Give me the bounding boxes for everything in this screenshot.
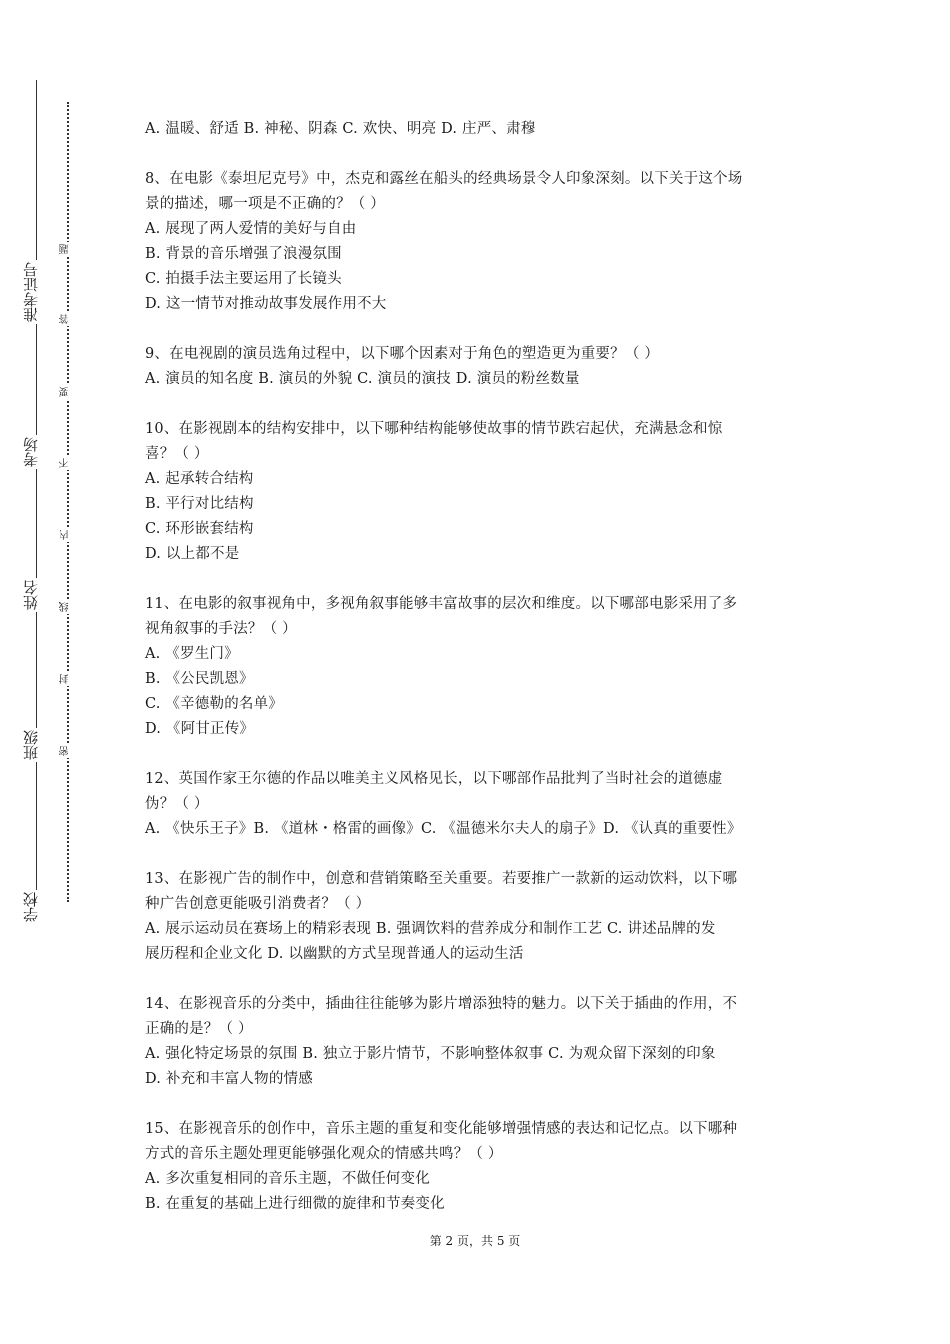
paragraph-gap — [145, 142, 815, 167]
seal-char-xian: 线 — [60, 600, 76, 614]
text-line: 景的描述，哪一项是不正确的？（ ） — [145, 196, 386, 212]
text-line: 视角叙事的手法？（ ） — [145, 621, 297, 637]
text-line: 正确的是？（ ） — [145, 1021, 253, 1037]
paragraph-gap — [145, 967, 815, 992]
school-label: 学校 — [22, 890, 50, 924]
text-line: D. 以上都不是 — [145, 546, 240, 562]
text-line: B. 在重复的基础上进行细微的旋律和节奏变化 — [145, 1196, 445, 1212]
text-line: 15、在影视音乐的创作中，音乐主题的重复和变化能够增强情感的表达和记忆点。以下哪种 — [145, 1121, 738, 1137]
paragraph-gap — [145, 842, 815, 867]
text-line: B. 平行对比结构 — [145, 496, 254, 512]
text-line: A. 多次重复相同的音乐主题，不做任何变化 — [145, 1171, 430, 1187]
text-line: D. 《阿甘正传》 — [145, 721, 255, 737]
text-line: 8、在电影《泰坦尼克号》中，杰克和露丝在船头的经典场景令人印象深刻。以下关于这个场 — [145, 171, 743, 187]
text-line: D. 补充和丰富人物的情感 — [145, 1071, 313, 1087]
text-line: 展历程和企业文化 D. 以幽默的方式呈现普通人的运动生活 — [145, 946, 524, 962]
text-line: A. 展现了两人爱情的美好与自由 — [145, 221, 357, 237]
seal-char-feng: 封 — [60, 672, 76, 686]
text-line: A. 《快乐王子》B. 《道林・格雷的画像》C. 《温德米尔夫人的扇子》D. 《认真的重要性》 — [145, 821, 742, 837]
name-label: 姓名 — [22, 578, 50, 612]
page-footer: 第 2 页，共 5 页 — [429, 1234, 521, 1248]
exam-room-label: 考场 — [22, 435, 50, 469]
text-line: 方式的音乐主题处理更能够强化观众的情感共鸣？（ ） — [145, 1146, 503, 1162]
paragraph-gap — [145, 392, 815, 417]
text-line: A. 《罗生门》 — [145, 646, 239, 662]
text-line: C. 拍摄手法主要运用了长镜头 — [145, 271, 342, 287]
exam-number-label: 准考证号 — [22, 260, 50, 324]
paragraph-gap — [145, 567, 815, 592]
seal-char-da: 答 — [60, 312, 76, 326]
question-content — [145, 117, 815, 1217]
text-line: 伪？（ ） — [145, 796, 209, 812]
text-line: 12、英国作家王尔德的作品以唯美主义风格见长，以下哪部作品批判了当时社会的道德虚 — [145, 771, 723, 787]
binding-margin — [18, 80, 78, 930]
seal-char-yao: 要 — [60, 385, 76, 399]
class-label: 班级 — [22, 728, 50, 762]
text-line: 种广告创意更能吸引消费者？（ ） — [145, 896, 371, 912]
text-line: B. 《公民凯恩》 — [145, 671, 254, 687]
text-line: D. 这一情节对推动故事发展作用不大 — [145, 296, 387, 312]
text-line: 11、在电影的叙事视角中，多视角叙事能够丰富故事的层次和维度。以下哪部电影采用了多 — [145, 596, 738, 612]
text-line: A. 温暖、舒适 B. 神秘、阴森 C. 欢快、明亮 D. 庄严、肃穆 — [145, 121, 536, 137]
seal-char-bu: 不 — [60, 456, 76, 470]
paragraph-gap — [145, 317, 815, 342]
text-line: C. 《辛德勒的名单》 — [145, 696, 283, 712]
text-line: 喜？（ ） — [145, 446, 209, 462]
seal-char-mi: 密 — [60, 744, 76, 758]
text-line: B. 背景的音乐增强了浪漫氛围 — [145, 246, 342, 262]
text-line: A. 演员的知名度 B. 演员的外貌 C. 演员的演技 D. 演员的粉丝数量 — [145, 371, 580, 387]
text-line: 10、在影视剧本的结构安排中，以下哪种结构能够使故事的情节跌宕起伏，充满悬念和惊 — [145, 421, 723, 437]
text-line: A. 起承转合结构 — [145, 471, 254, 487]
text-line: A. 强化特定场景的氛围 B. 独立于影片情节，不影响整体叙事 C. 为观众留下深刻的印象 — [145, 1046, 716, 1062]
seal-char-ti: 题 — [60, 242, 76, 256]
text-line: 14、在影视音乐的分类中，插曲往往能够为影片增添独特的魅力。以下关于插曲的作用，不 — [145, 996, 738, 1012]
seal-dotted-line — [67, 102, 69, 902]
text-line: A. 展示运动员在赛场上的精彩表现 B. 强调饮料的营养成分和制作工艺 C. 讲述品牌的发 — [145, 921, 716, 937]
binding-rule — [36, 80, 37, 905]
text-line: 9、在电视剧的演员选角过程中，以下哪个因素对于角色的塑造更为重要？（ ） — [145, 346, 660, 362]
paragraph-gap — [145, 1092, 815, 1117]
seal-char-nei: 内 — [60, 528, 76, 542]
text-line: C. 环形嵌套结构 — [145, 521, 254, 537]
paragraph-gap — [145, 742, 815, 767]
text-line: 13、在影视广告的制作中，创意和营销策略至关重要。若要推广一款新的运动饮料，以下哪 — [145, 871, 738, 887]
